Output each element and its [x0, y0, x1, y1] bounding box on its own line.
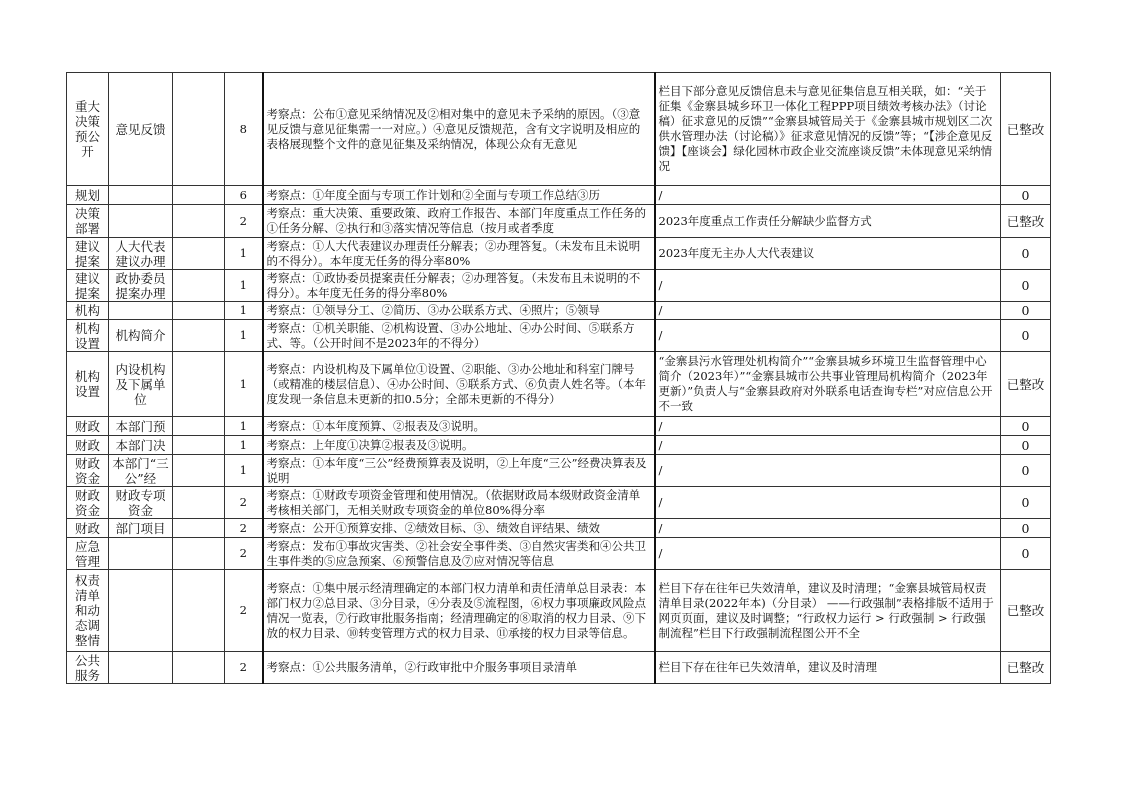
- issue-cell: 2023年度无主办人大代表建议: [655, 238, 1001, 270]
- category-cell: 财政资金: [67, 455, 109, 487]
- issue-cell: /: [655, 436, 1001, 455]
- subitem-cell: 意见反馈: [109, 73, 173, 186]
- issue-cell: /: [655, 320, 1001, 352]
- issue-cell: 栏目下部分意见反馈信息未与意见征集信息互相关联，如：“关于征集《金寨县城乡环卫一体化工程PPP项目绩效考核办法》（讨论稿）征求意见的反馈”“金寨县城管局关于《金寨县城市规划区二次供水管理办法（讨论稿）》征求意见情况的反馈”等；“【涉企意见反馈】【座谈会】绿化园林市政企业交流座谈反馈”未体现意见采纳情况: [655, 73, 1001, 186]
- points-cell: 1: [225, 238, 263, 270]
- points-cell: 1: [225, 302, 263, 320]
- points-cell: 2: [225, 538, 263, 570]
- table-row: [67, 73, 1051, 186]
- subitem-cell: [109, 302, 173, 320]
- points-cell: 1: [225, 417, 263, 436]
- blank-cell: [173, 519, 225, 538]
- assessment-table: [66, 72, 1051, 684]
- criteria-cell: 考察点：①本年度“三公”经费预算表及说明，②上年度“三公”经费决算表及说明: [263, 455, 655, 487]
- subitem-cell: [109, 538, 173, 570]
- status-cell: 0: [1001, 320, 1051, 352]
- issue-cell: “金寨县污水管理处机构简介”“金寨县城乡环境卫生监督管理中心简介（2023年）”“金寨县城市公共事业管理局机构简介（2023年更新）”负责人与“金寨县政府对外联系电话查询专栏”对应信息公开不一致: [655, 352, 1001, 417]
- category-cell: 财政: [67, 436, 109, 455]
- subitem-cell: 人大代表建议办理: [109, 238, 173, 270]
- blank-cell: [173, 652, 225, 684]
- subitem-cell: 本部门决: [109, 436, 173, 455]
- points-cell: 1: [225, 352, 263, 417]
- category-cell: 机构设置: [67, 352, 109, 417]
- table-row: [67, 570, 1051, 652]
- criteria-cell: 考察点：发布①事故灾害类、②社会安全事件类、③自然灾害类和④公共卫生事件类的⑤应急预案、⑥预警信息及⑦应对情况等信息: [263, 538, 655, 570]
- category-cell: 财政: [67, 519, 109, 538]
- subitem-cell: [109, 186, 173, 205]
- status-cell: 0: [1001, 455, 1051, 487]
- category-cell: 财政资金: [67, 487, 109, 519]
- issue-cell: /: [655, 519, 1001, 538]
- criteria-cell: 考察点：内设机构及下属单位①设置、②职能、③办公地址和科室门牌号（或精准的楼层信息）、④办公时间、⑤联系方式、⑥负责人姓名等。（本年度发现一条信息未更新的扣0.5分；全部未更新的不得分）: [263, 352, 655, 417]
- blank-cell: [173, 238, 225, 270]
- subitem-cell: 政协委员提案办理: [109, 270, 173, 302]
- issue-cell: /: [655, 538, 1001, 570]
- criteria-cell: 考察点：上年度①决算②报表及③说明。: [263, 436, 655, 455]
- criteria-cell: 考察点：①集中展示经清理确定的本部门权力清单和责任清单总目录表：本部门权力②总目录、③分目录，④分表及⑤流程图，⑥权力事项廉政风险点情况一览表，⑦行政审批服务指南；经清理确定的⑧取消的权力目录、⑨下放的权力目录、⑩转变管理方式的权力目录、⑪承接的权力目录等信息。: [263, 570, 655, 652]
- points-cell: 1: [225, 320, 263, 352]
- table-row: [67, 652, 1051, 684]
- status-cell: 已整改: [1001, 352, 1051, 417]
- table-row: [67, 186, 1051, 205]
- table-row: [67, 487, 1051, 519]
- blank-cell: [173, 487, 225, 519]
- criteria-cell: 考察点：①政协委员提案责任分解表；②办理答复。（未发布且未说明的不得分）。本年度无任务的得分率80%: [263, 270, 655, 302]
- category-cell: 财政: [67, 417, 109, 436]
- table-row: [67, 302, 1051, 320]
- status-cell: 已整改: [1001, 652, 1051, 684]
- table-row: [67, 238, 1051, 270]
- blank-cell: [173, 455, 225, 487]
- category-cell: 重大决策预公开: [67, 73, 109, 186]
- criteria-cell: 考察点：①机关职能、②机构设置、③办公地址、④办公时间、⑤联系方式、等。（公开时间不是2023年的不得分）: [263, 320, 655, 352]
- criteria-cell: 考察点：①领导分工、②简历、③办公联系方式、④照片；⑤领导: [263, 302, 655, 320]
- points-cell: 1: [225, 436, 263, 455]
- blank-cell: [173, 352, 225, 417]
- subitem-cell: 内设机构及下属单位: [109, 352, 173, 417]
- criteria-cell: 考察点：①人大代表建议办理责任分解表；②办理答复。（未发布且未说明的不得分）。本年度无任务的得分率80%: [263, 238, 655, 270]
- points-cell: 2: [225, 652, 263, 684]
- status-cell: 0: [1001, 487, 1051, 519]
- status-cell: 0: [1001, 417, 1051, 436]
- points-cell: 2: [225, 519, 263, 538]
- category-cell: 应急管理: [67, 538, 109, 570]
- subitem-cell: 财政专项资金: [109, 487, 173, 519]
- status-cell: 0: [1001, 302, 1051, 320]
- blank-cell: [173, 186, 225, 205]
- category-cell: 建议提案: [67, 238, 109, 270]
- points-cell: 1: [225, 455, 263, 487]
- criteria-cell: 考察点：①本年度预算、②报表及③说明。: [263, 417, 655, 436]
- blank-cell: [173, 538, 225, 570]
- criteria-cell: 考察点：①年度全面与专项工作计划和②全面与专项工作总结③历: [263, 186, 655, 205]
- blank-cell: [173, 302, 225, 320]
- status-cell: 已整改: [1001, 205, 1051, 238]
- table-row: [67, 417, 1051, 436]
- subitem-cell: 本部门预: [109, 417, 173, 436]
- category-cell: 公共服务: [67, 652, 109, 684]
- points-cell: 8: [225, 73, 263, 186]
- category-cell: 建议提案: [67, 270, 109, 302]
- issue-cell: /: [655, 186, 1001, 205]
- points-cell: 2: [225, 570, 263, 652]
- table-row: [67, 352, 1051, 417]
- category-cell: 权责清单和动态调整情: [67, 570, 109, 652]
- status-cell: 0: [1001, 538, 1051, 570]
- blank-cell: [173, 205, 225, 238]
- blank-cell: [173, 73, 225, 186]
- issue-cell: /: [655, 302, 1001, 320]
- issue-cell: 2023年度重点工作责任分解缺少监督方式: [655, 205, 1001, 238]
- subitem-cell: 本部门“三公”经: [109, 455, 173, 487]
- criteria-cell: 考察点：①公共服务清单，②行政审批中介服务事项目录清单: [263, 652, 655, 684]
- status-cell: 0: [1001, 519, 1051, 538]
- subitem-cell: 机构简介: [109, 320, 173, 352]
- issue-cell: /: [655, 417, 1001, 436]
- table-row: [67, 205, 1051, 238]
- status-cell: 0: [1001, 270, 1051, 302]
- issue-cell: 栏目下存在往年已失效清单，建议及时清理: [655, 652, 1001, 684]
- blank-cell: [173, 417, 225, 436]
- category-cell: 机构设置: [67, 320, 109, 352]
- blank-cell: [173, 570, 225, 652]
- status-cell: 0: [1001, 186, 1051, 205]
- status-cell: 已整改: [1001, 73, 1051, 186]
- table-row: [67, 436, 1051, 455]
- table-row: [67, 519, 1051, 538]
- subitem-cell: [109, 570, 173, 652]
- criteria-cell: 考察点：公开①预算安排、②绩效目标、③、绩效自评结果、绩效: [263, 519, 655, 538]
- category-cell: 规划: [67, 186, 109, 205]
- blank-cell: [173, 270, 225, 302]
- status-cell: 0: [1001, 436, 1051, 455]
- status-cell: 已整改: [1001, 570, 1051, 652]
- category-cell: 机构: [67, 302, 109, 320]
- points-cell: 1: [225, 270, 263, 302]
- subitem-cell: [109, 205, 173, 238]
- table-row: [67, 270, 1051, 302]
- points-cell: 2: [225, 205, 263, 238]
- points-cell: 2: [225, 487, 263, 519]
- criteria-cell: 考察点：①财政专项资金管理和使用情况。（依据财政局本级财政资金清单考核相关部门，无相关财政专项资金的单位80%得分率: [263, 487, 655, 519]
- table-row: [67, 455, 1051, 487]
- category-cell: 决策部署: [67, 205, 109, 238]
- issue-cell: /: [655, 455, 1001, 487]
- criteria-cell: 考察点：公布①意见采纳情况及②相对集中的意见未予采纳的原因。（③意见反馈与意见征集需一一对应。）④意见反馈规范，含有文字说明及相应的表格展现整个文件的意见征集及采纳情况，体现公众有无意见: [263, 73, 655, 186]
- table-row: [67, 538, 1051, 570]
- table-row: [67, 320, 1051, 352]
- subitem-cell: [109, 652, 173, 684]
- issue-cell: 栏目下存在往年已失效清单，建议及时清理；“金寨县城管局权责清单目录(2022年本)（分目录） ——行政强制”表格排版不适用于网页页面，建议及时调整；“行政权力运行 > 行政强制 > 行政强制流程”栏目下行政强制流程图公开不全: [655, 570, 1001, 652]
- subitem-cell: 部门项目: [109, 519, 173, 538]
- points-cell: 6: [225, 186, 263, 205]
- blank-cell: [173, 320, 225, 352]
- issue-cell: /: [655, 270, 1001, 302]
- status-cell: 0: [1001, 238, 1051, 270]
- issue-cell: /: [655, 487, 1001, 519]
- blank-cell: [173, 436, 225, 455]
- criteria-cell: 考察点：重大决策、重要政策、政府工作报告、本部门年度重点工作任务的①任务分解、②执行和③落实情况等信息（按月或者季度: [263, 205, 655, 238]
